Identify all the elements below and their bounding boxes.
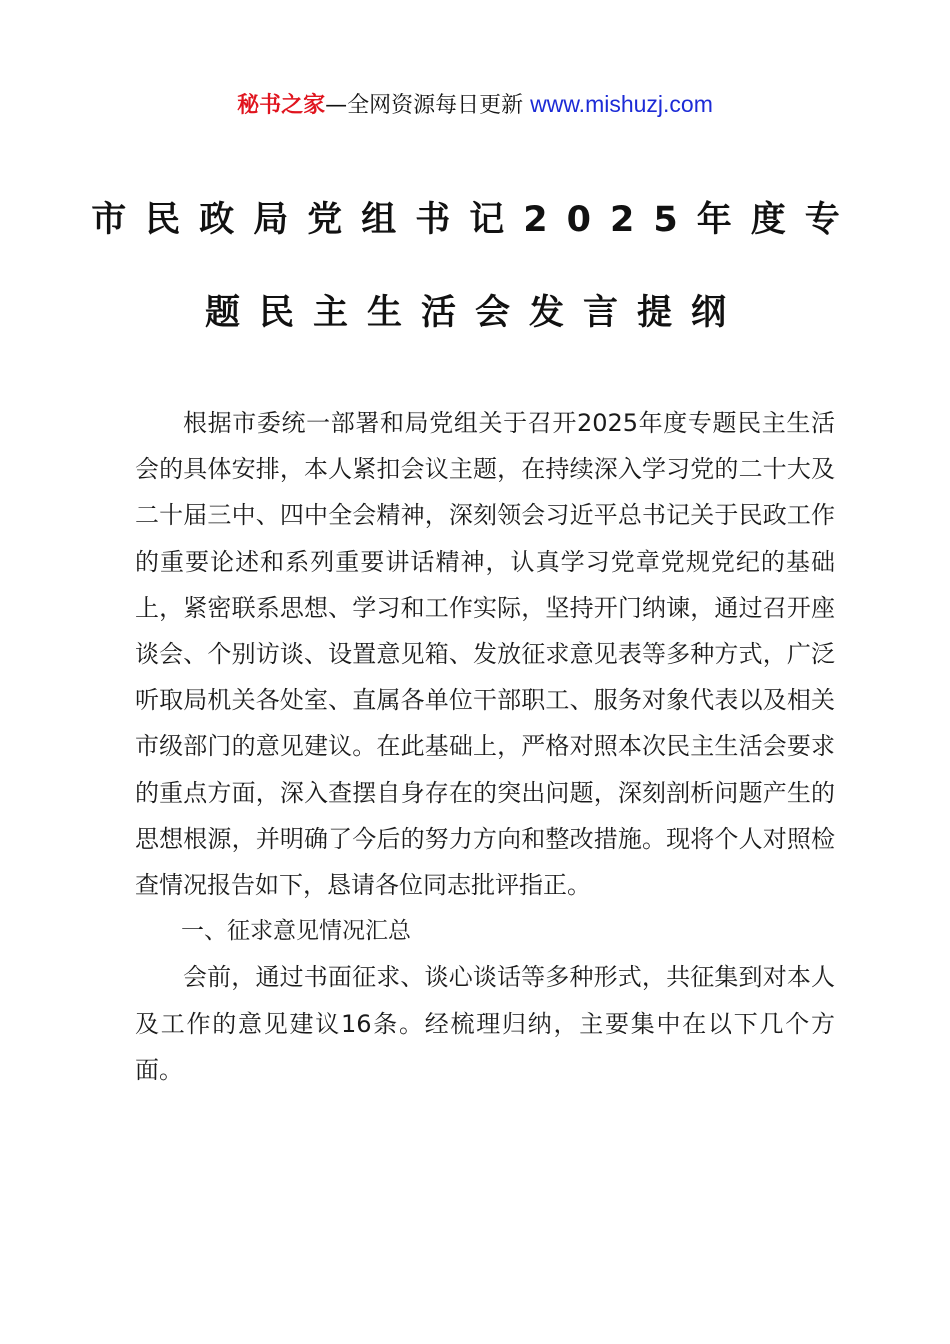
document-body <box>135 400 835 1093</box>
section-heading: 一、征求意见情况汇总 <box>181 918 411 945</box>
document-title-line-1: 市民政局党组书记2025年度专 <box>91 200 859 240</box>
site-slogan: —全网资源每日更新 <box>325 93 524 118</box>
intro-paragraph: 根据市委统一部署和局党组关于召开2025年度专题民主生活会的具体安排，本人紧扣会议主题，在持续深入学习党的二十大及二十届三中、四中全会精神，深刻领会习近平总书记关于民政工作的重要论述和系列重要讲话精神，认真学习党章党规党纪的基础上，紧密联系思想、学习和工作实际，坚持开门纳谏，通过召开座谈会、个别访谈、设置意见箱、发放征求意见表等多种方式，广泛听取局机关各处室、直属各单位干部职工、服务对象代表以及相关市级部门的意见建议。在此基础上，严格对照本次民主生活会要求的重点方面，深入查摆自身存在的突出问题，深刻剖析问题产生的思想根源，并明确了今后的努力方向和整改措施。现将个人对照检查情况报告如下，恳请各位同志批评指正。 <box>135 409 835 900</box>
site-url-link[interactable]: www.mishuzj.com <box>530 91 713 117</box>
site-header <box>0 86 950 124</box>
document-title-line-2: 题民主生活会发言提纲 <box>204 293 745 333</box>
site-name: 秘书之家 <box>237 93 326 118</box>
section-paragraph: 会前，通过书面征求、谈心谈话等多种形式，共征集到对本人及工作的意见建议16条。经梳理归纳，主要集中在以下几个方面。 <box>135 963 835 1084</box>
